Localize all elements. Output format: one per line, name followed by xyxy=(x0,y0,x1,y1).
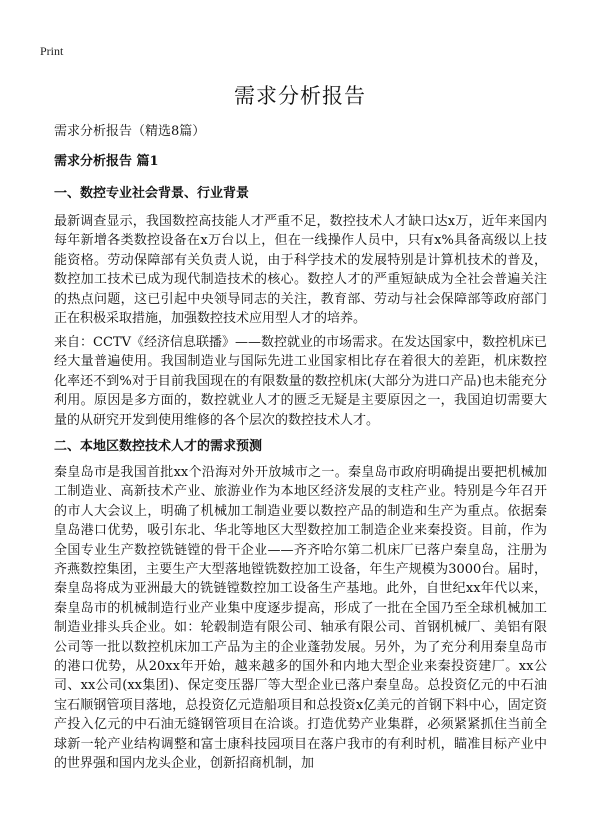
section-heading-2: 二、本地区数控技术人才的需求预测 xyxy=(54,439,263,454)
print-label: Print xyxy=(40,44,64,58)
section-heading-1: 一、数控专业社会背景、行业背景 xyxy=(54,186,250,201)
document-title: 需求分析报告 xyxy=(234,84,366,108)
paragraph-2: 来自：CCTV《经济信息联播》——数控就业的市场需求。在发达国家中，数控机床已经大量普遍使用。我国制造业与国际先进工业国家相比存在着很大的差距，机床数控化率还不到%对于目前我国现在的有限数量的数控机床(大部分为进口产品)也未能充分利用。原因是多方面的，数控就业人才的匮乏无疑是主要原因之一，我国迫切需要大量的从研究开发到使用维修的各个层次的数控技术人才。 xyxy=(54,335,547,428)
document-subtitle: 需求分析报告（精选8篇） xyxy=(54,124,206,139)
article-heading: 需求分析报告 篇1 xyxy=(54,154,159,169)
paragraph-1: 最新调查显示，我国数控高技能人才严重不足，数控技术人才缺口达x万，近年来国内每年新增各类数控设备在x万台以上，但在一线操作人员中，只有x%具备高级以上技能资格。劳动保障部有关负责人说，由于科学技术的发展特别是计算机技术的普及，数控加工技术已成为现代制造技术的核心。数控人才的严重短缺成为全社会普遍关注的热点问题，这已引起中央领导同志的关注，教育部、劳动与社会保障部等政府部门正在积极采取措施，加强数控技术应用型人才的培养。 xyxy=(54,214,547,327)
paragraph-3: 秦皇岛市是我国首批xx个沿海对外开放城市之一。秦皇岛市政府明确提出要把机械加工制造业、高新技术产业、旅游业作为本地区经济发展的支柱产业。特别是今年召开的市人大会议上，明确了机械加工制造业要以数控产品的制造和生产为重点。依据秦皇岛港口优势，吸引东北、华北等地区大型数控加工制造企业来秦投资。目前，作为全国专业生产数控铣链镗的骨干企业——齐齐哈尔第二机床厂已落户秦皇岛，注册为齐燕数控集团，主要生产大型落地镗铣数控加工设备，年生产规模为3000台。届时，秦皇岛将成为亚洲最大的铣链镗数控加工设备生产基地。此外，自世纪xx年代以来，秦皇岛市的机械制造行业产业集中度逐步提高，形成了一批在全国乃至全球机械加工制造业排头兵企业。如：轮毂制造有限公司、轴承有限公司、首钢机械厂、美铝有限公司等一批以数控机床加工产品为主的企业蓬勃发展。另外，为了充分利用秦皇岛市的港口优势，从20xx年开始，越来越多的国外和内地大型企业来秦投资建厂。xx公司、xx公司(xx集团)、保定变压器厂等大型企业已落户秦皇岛。总投资亿元的中石油宝石顺钢管项目落地，总投资亿元造船项目和总投资x亿美元的首钢下料中心，固定资产投入亿元的中石油无缝钢管项目在洽谈。打造优势产业集群，必须紧紧抓住当前全球新一轮产业结构调整和富士康科技园项目在落户我市的有利时机，瞄准目标产业中的世界强和国内龙头企业，创新招商机制，加 xyxy=(54,465,547,772)
